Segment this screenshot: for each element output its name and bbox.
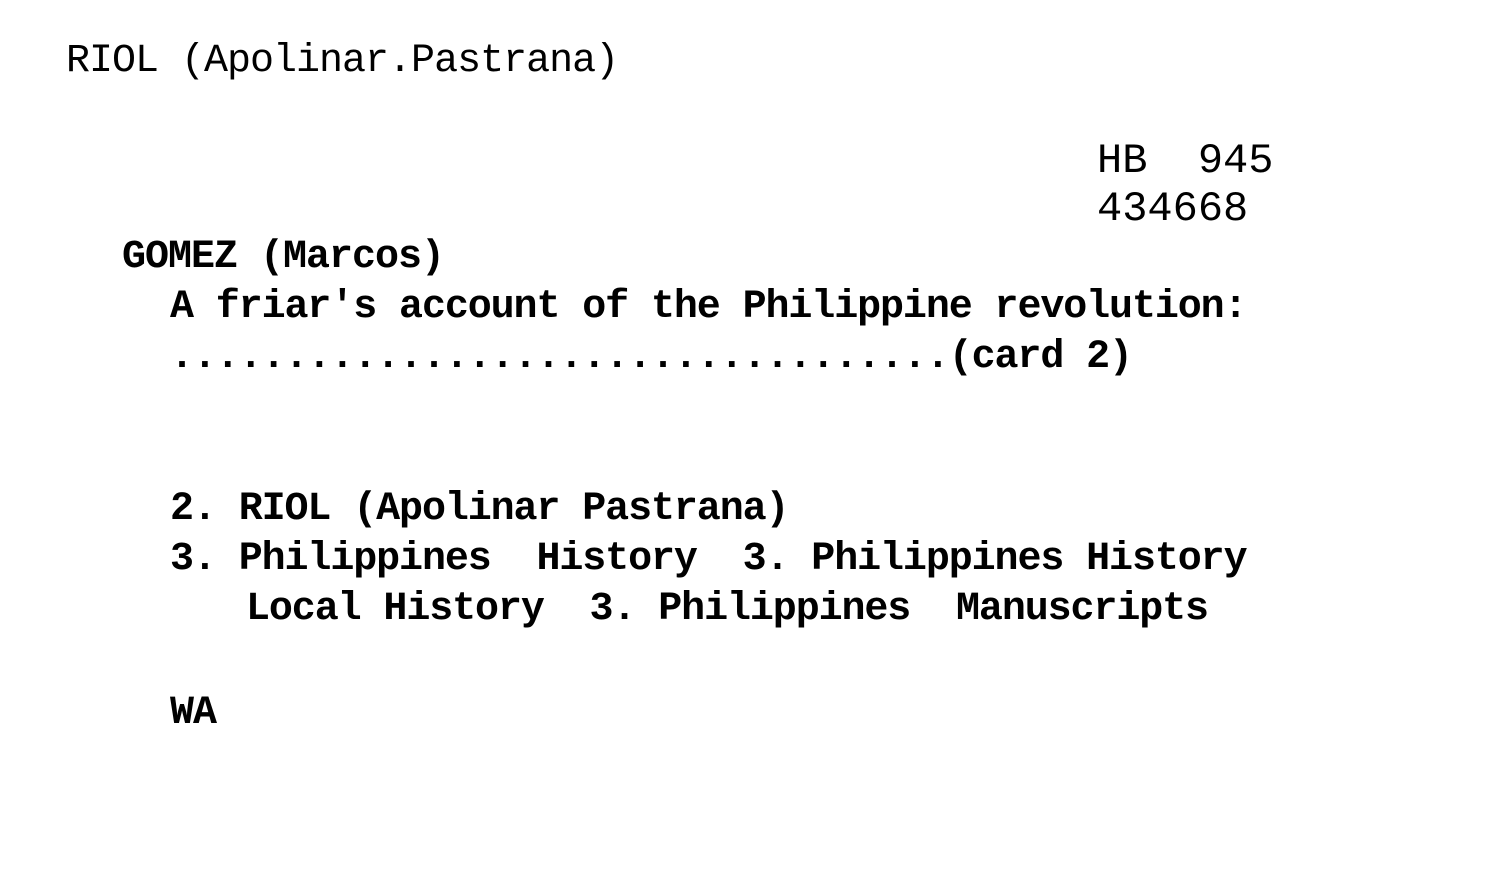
tracing-item: 2. RIOL (Apolinar Pastrana): [170, 487, 789, 532]
card-continuation: ..................................(card 2): [170, 335, 1132, 380]
added-entry-heading: RIOL (Apolinar.Pastrana): [66, 39, 619, 84]
title-line: A friar's account of the Philippine revolution:: [170, 285, 1247, 330]
main-entry-author: GOMEZ (Marcos): [122, 235, 445, 280]
call-number-class: HB 945: [1097, 137, 1274, 185]
tracing-item: 3. Philippines History 3. Philippines History: [170, 537, 1247, 582]
call-number-accession: 434668: [1097, 185, 1249, 233]
holding-library-symbol: WA: [170, 691, 217, 736]
tracing-item: Local History 3. Philippines Manuscripts: [246, 587, 1208, 632]
